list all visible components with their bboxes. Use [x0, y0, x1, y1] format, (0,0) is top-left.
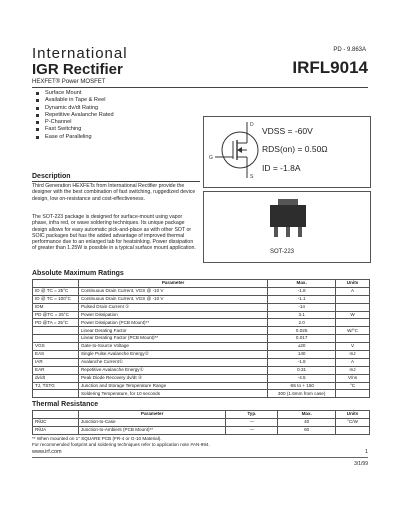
table-row	[33, 366, 370, 374]
table-header-row	[33, 411, 370, 419]
column-header: Typ.	[226, 411, 278, 419]
table-row	[33, 351, 370, 359]
feature-item: Dynamic dv/dt Rating	[36, 105, 114, 112]
parameter-cell: Peak Diode Recovery dv/dt ③	[78, 374, 267, 382]
footer-url[interactable]: www.irf.com	[32, 449, 62, 455]
max-cell: -1.1	[268, 295, 336, 303]
units-cell: A	[336, 358, 370, 366]
column-header: Parameter	[78, 411, 226, 419]
part-number: IRFL9014	[292, 58, 368, 77]
symbol-cell	[33, 327, 79, 335]
max-cell: 3.1	[268, 311, 336, 319]
table-row	[33, 358, 370, 366]
units-cell	[336, 390, 370, 398]
units-cell	[336, 426, 370, 434]
typ-cell: —	[226, 426, 278, 434]
gate-label: G	[209, 155, 213, 161]
id-spec: ID = -1.8A	[262, 163, 301, 173]
symbol-cell: IDM	[33, 303, 79, 311]
max-cell: -55 to + 150	[268, 382, 336, 390]
page-number: 1	[364, 449, 368, 455]
symbol-cell: dv/dt	[33, 374, 79, 382]
footer-date: 3/1/99	[354, 461, 368, 467]
package-caption: SOT-223	[270, 249, 295, 255]
max-cell: 140	[268, 351, 336, 359]
table-row	[33, 303, 370, 311]
symbol-cell: RθJA	[33, 426, 79, 434]
drain-label: D	[250, 122, 254, 128]
max-cell: ±20	[268, 343, 336, 351]
parameter-cell: Continuous Drain Current, VGS @ -10 V	[78, 287, 267, 295]
units-cell	[336, 335, 370, 343]
table-row	[33, 426, 370, 434]
typ-cell: —	[226, 418, 278, 426]
thermal-table	[32, 410, 370, 435]
units-cell: °C/W	[336, 418, 370, 426]
abs-max-table	[32, 279, 370, 398]
symbol-cell: EAS	[33, 351, 79, 359]
feature-item: Repetitive Avalanche Rated	[36, 112, 114, 119]
symbol-cell: PD @TA = 25°C	[33, 319, 79, 327]
parameter-cell: Junction-to-Case	[78, 418, 226, 426]
column-header: Max.	[278, 411, 336, 419]
table-row	[33, 295, 370, 303]
feature-item: Surface Mount	[36, 90, 114, 97]
table-row	[33, 418, 370, 426]
max-cell: 300 (1.6mm from case)	[268, 390, 336, 398]
units-cell	[336, 295, 370, 303]
symbol-cell: IAR	[33, 358, 79, 366]
symbol-cell: ID @ TC = 25°C	[33, 287, 79, 295]
symbol-cell: EAR	[33, 366, 79, 374]
units-cell: mJ	[336, 351, 370, 359]
max-cell: -1.8	[268, 287, 336, 295]
description-paragraph: Third Generation HEXFETs from International Rectifier provide the designer with the best combination of fast switching, ruggedized device design, low on-resistance and cost-effectiveness.	[32, 183, 196, 202]
table-row	[33, 343, 370, 351]
table-row	[33, 327, 370, 335]
max-cell: -14	[268, 303, 336, 311]
units-cell: W	[336, 311, 370, 319]
parameter-cell: Soldering Temperature, for 10 seconds	[78, 390, 267, 398]
max-cell: 60	[278, 426, 336, 434]
mosfet-symbol-icon	[207, 119, 267, 181]
column-header: Parameter	[78, 280, 267, 288]
max-cell: -4.5	[268, 374, 336, 382]
parameter-cell: Continuous Drain Current, VGS @ -10 V	[78, 295, 267, 303]
header-rule	[32, 87, 368, 88]
parameter-cell: Pulsed Drain Current ①	[78, 303, 267, 311]
table-header-row	[33, 280, 370, 288]
units-cell: V	[336, 343, 370, 351]
parameter-cell: Linear Derating Factor (PCB Mount)**	[78, 335, 267, 343]
column-header: Max.	[268, 280, 336, 288]
parameter-cell: Junction-to-Ambient (PCB Mount)**	[78, 426, 226, 434]
column-header	[33, 411, 79, 419]
feature-item: Ease of Paralleling	[36, 134, 114, 141]
column-header: Units	[336, 411, 370, 419]
note-line: For recommended footprint and soldering techniques refer to application note #AN-994.	[32, 442, 210, 447]
feature-item: Fast Switching	[36, 126, 114, 133]
table-row	[33, 390, 370, 398]
column-header	[33, 280, 79, 288]
symbol-cell: PD @TC = 25°C	[33, 311, 79, 319]
units-cell	[336, 319, 370, 327]
description-heading: Description	[32, 173, 71, 180]
rds-spec: RDS(on) = 0.50Ω	[262, 144, 328, 154]
table-row	[33, 311, 370, 319]
table-row	[33, 374, 370, 382]
table-row	[33, 382, 370, 390]
units-cell: V/ns	[336, 374, 370, 382]
parameter-cell: Repetitive Avalanche Energy①	[78, 366, 267, 374]
table-row	[33, 335, 370, 343]
units-cell	[336, 303, 370, 311]
sot223-package-icon	[258, 198, 322, 242]
footer-rule	[32, 457, 368, 458]
units-cell: °C	[336, 382, 370, 390]
units-cell: mJ	[336, 366, 370, 374]
table-row	[33, 319, 370, 327]
feature-item: Available in Tape & Reel	[36, 97, 114, 104]
pd-number: PD - 9.863A	[333, 47, 366, 53]
product-type: HEXFET® Power MOSFET	[32, 79, 106, 85]
symbol-cell	[33, 390, 79, 398]
parameter-cell: Gate-to-Source Voltage	[78, 343, 267, 351]
symbol-cell: VGS	[33, 343, 79, 351]
feature-list	[36, 90, 114, 141]
max-cell: 40	[278, 418, 336, 426]
thermal-heading: Thermal Resistance	[32, 401, 99, 408]
description-rule	[32, 181, 200, 182]
parameter-cell: Power Dissipation	[78, 311, 267, 319]
symbol-cell	[33, 335, 79, 343]
vdss-spec: VDSS = -60V	[262, 126, 313, 136]
symbol-cell: ID @ TC = 100°C	[33, 295, 79, 303]
column-header: Units	[336, 280, 370, 288]
parameter-cell: Linear Derating Factor	[78, 327, 267, 335]
parameter-cell: Avalanche Current①	[78, 358, 267, 366]
units-cell: W/°C	[336, 327, 370, 335]
notes	[32, 436, 210, 448]
note-line: ** When mounted on 1" SQUARE PCB (FR-4 or G-10 Material).	[32, 436, 162, 441]
feature-item: P-Channel	[36, 119, 114, 126]
max-cell: 0.025	[268, 327, 336, 335]
parameter-cell: Junction and Storage Temperature Range	[78, 382, 267, 390]
max-cell: 0.017	[268, 335, 336, 343]
description-paragraph: The SOT-223 package is designed for surface-mount using vapor phase, infra red, or wave soldering techniques. Its unique package design allows for easy automatic pick-and-place as with other SOT or SOIC packages but has the added advantage of improved thermal performance due to an enlarged tab for heatsinking. Power dissipation of greater than 1.25W is possible in a typical surface mount application.	[32, 214, 196, 252]
parameter-cell: Single Pulse Avalanche Energy②	[78, 351, 267, 359]
max-cell: 0.31	[268, 366, 336, 374]
parameter-cell: Power Dissipation (PCB Mount)**	[78, 319, 267, 327]
max-cell: -1.8	[268, 358, 336, 366]
units-cell: A	[336, 287, 370, 295]
symbol-cell: TJ, TSTG	[33, 382, 79, 390]
abs-max-heading: Absolute Maximum Ratings	[32, 270, 124, 277]
symbol-cell: RθJC	[33, 418, 79, 426]
max-cell: 2.0	[268, 319, 336, 327]
table-row	[33, 287, 370, 295]
brand-name: International	[32, 45, 128, 62]
brand-logo: IGR Rectifier	[32, 61, 123, 78]
source-label: S	[250, 174, 254, 180]
